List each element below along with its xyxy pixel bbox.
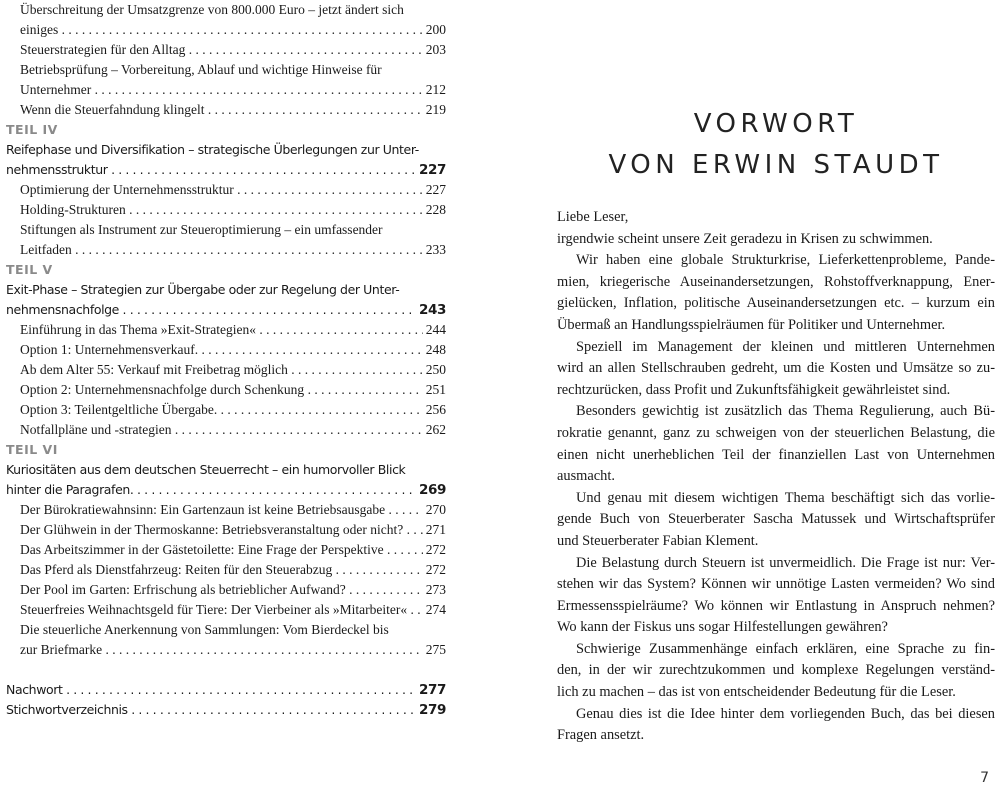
toc-page-number: 227	[416, 160, 446, 180]
toc-entry-title: Betriebsprüfung – Vorbereitung, Ablauf und wichtige Hinweise für	[20, 62, 382, 77]
toc-entry	[6, 0, 446, 20]
toc-entry-title: Kuriositäten aus dem deutschen Steuerrecht – ein humorvoller Blick	[6, 462, 406, 477]
toc-page-number: 275	[423, 640, 446, 660]
toc-page-number: 248	[423, 340, 446, 360]
toc-entry-title: Das Pferd als Dienstfahrzeug: Reiten für den Steuerabzug	[20, 562, 333, 577]
toc-entry-title: Option 3: Teilentgeltliche Übergabe.	[20, 402, 218, 417]
toc-page-number: 269	[416, 480, 446, 500]
foreword-line: Wo kann der Fiskus uns sogar Hilfestellungen gewähren?	[557, 619, 888, 636]
toc-page-number: 233	[423, 240, 446, 260]
toc-page-number: 272	[423, 540, 446, 560]
toc-entry	[6, 680, 446, 700]
toc-part-heading	[6, 120, 446, 140]
toc-entry-title: TEIL IV	[6, 122, 58, 137]
toc-entry	[6, 180, 446, 200]
toc-entry	[6, 700, 446, 720]
toc-page-number: 228	[423, 200, 446, 220]
toc-entry-title: Holding-Strukturen	[20, 202, 126, 217]
foreword-line: den, in der wir zurechtzukommen und komplexe Regelungen verständ-	[557, 662, 995, 679]
table-of-contents	[6, 0, 446, 720]
foreword-line: und Steuerberater Fabian Klement.	[557, 532, 759, 549]
toc-entry-title: Reifephase und Diversifikation – strategische Überlegungen zur Unter-	[6, 142, 419, 157]
toc-entry-title: zur Briefmarke	[20, 642, 103, 657]
toc-entry	[6, 540, 446, 560]
toc-entry-title: Wenn die Steuerfahndung klingelt	[20, 102, 205, 117]
foreword-title: VORWORT	[693, 109, 859, 140]
toc-entry-title: Der Glühwein in der Thermoskanne: Betriebsveranstaltung oder nicht?	[20, 522, 404, 537]
toc-entry-title: Steuerstrategien für den Alltag	[20, 42, 186, 57]
toc-page-number: 251	[423, 380, 446, 400]
toc-entry	[6, 380, 446, 400]
foreword-line: irgendwie scheint unsere Zeit geradezu in Krisen zu schwimmen.	[557, 230, 933, 247]
toc-entry-title: Optimierung der Unternehmensstruktur	[20, 182, 234, 197]
toc-entry-title: Der Pool im Garten: Erfrischung als betrieblicher Aufwand?	[20, 582, 346, 597]
foreword-line: Besonders gewichtig ist zusätzlich das Thema Regulierung, auch Bü-	[576, 403, 995, 420]
foreword-line: Speziell im Management der kleinen und mittleren Unternehmen	[576, 338, 995, 355]
toc-entry	[6, 20, 446, 40]
toc-entry	[6, 140, 446, 160]
foreword-line: mien, kriegerische Auseinandersetzungen, Rohstoffverknappung, Ener-	[557, 273, 995, 290]
toc-entry	[6, 640, 446, 660]
toc-page-number: 271	[423, 520, 446, 540]
toc-entry-title: Stiftungen als Instrument zur Steueroptimierung – ein umfassender	[20, 222, 383, 237]
foreword-page	[557, 0, 995, 800]
toc-entry-title: Stichwortverzeichnis	[6, 702, 128, 717]
toc-spacer	[6, 660, 446, 680]
toc-page-number: 203	[423, 40, 446, 60]
toc-page-number: 279	[416, 700, 446, 720]
toc-page-number: 256	[423, 400, 446, 420]
foreword-line: stehen wir das System? Können wir unnötige Lasten vermeiden? Wo sind	[557, 576, 995, 593]
toc-entry-title: Nachwort	[6, 682, 63, 697]
foreword-line: einen nicht unerheblichen Teil der finanziellen Last von Unternehmen	[557, 446, 995, 463]
toc-page-number: 270	[423, 500, 446, 520]
toc-part-heading	[6, 260, 446, 280]
toc-entry-title: nehmensnachfolge	[6, 302, 119, 317]
foreword-line: lich zu machen – das ist von entscheidender Bedeutung für die Leser.	[557, 684, 956, 701]
toc-page-number: 262	[423, 420, 446, 440]
foreword-line: wird an allen Stellschrauben gedreht, um die Kosten und Umsätze so zu-	[557, 360, 995, 377]
toc-entry	[6, 300, 446, 320]
toc-entry	[6, 340, 446, 360]
toc-entry	[6, 580, 446, 600]
foreword-line: ausmacht.	[557, 468, 615, 485]
toc-entry-title: Ab dem Alter 55: Verkauf mit Freibetrag möglich	[20, 362, 288, 377]
toc-entry-title: Steuerfreies Weihnachtsgeld für Tiere: Der Vierbeiner als »Mitarbeiter«	[20, 602, 408, 617]
toc-entry	[6, 80, 446, 100]
toc-entry	[6, 500, 446, 520]
toc-page-number: 277	[416, 680, 446, 700]
toc-entry-title: Option 1: Unternehmensverkauf.	[20, 342, 199, 357]
toc-entry	[6, 40, 446, 60]
toc-entry-title: Unternehmer	[20, 82, 92, 97]
toc-entry	[6, 360, 446, 380]
toc-entry	[6, 420, 446, 440]
toc-entry-title: einiges	[20, 22, 59, 37]
toc-entry-title: Notfallpläne und -strategien	[20, 422, 172, 437]
toc-page-number: 243	[416, 300, 446, 320]
toc-entry-title: Einführung in das Thema »Exit-Strategien«	[20, 322, 256, 337]
toc-entry	[6, 560, 446, 580]
toc-entry-title: Die steuerliche Anerkennung von Sammlungen: Vom Bierdeckel bis	[20, 622, 389, 637]
toc-entry-title: TEIL V	[6, 262, 53, 277]
toc-entry	[6, 320, 446, 340]
toc-entry	[6, 160, 446, 180]
toc-entry	[6, 220, 446, 240]
toc-entry-title: Der Bürokratiewahnsinn: Ein Gartenzaun ist keine Betriebsausgabe	[20, 502, 386, 517]
toc-entry-title: Exit-Phase – Strategien zur Übergabe oder zur Regelung der Unter-	[6, 282, 400, 297]
toc-entry	[6, 100, 446, 120]
toc-entry-title: Überschreitung der Umsatzgrenze von 800.000 Euro – jetzt ändert sich	[20, 2, 404, 17]
toc-entry-title: hinter die Paragrafen.	[6, 482, 134, 497]
toc-entry	[6, 620, 446, 640]
foreword-line: Wir haben eine globale Strukturkrise, Lieferkettenprobleme, Pande-	[576, 252, 995, 269]
foreword-line: Schwierige Zusammenhänge einfach erklären, eine Sprache zu fin-	[576, 640, 995, 657]
foreword-body	[557, 207, 995, 747]
toc-page-number: 212	[423, 80, 446, 100]
foreword-line: gielücken, Inflation, politische Auseinandersetzungen etc. – kurzum ein	[557, 295, 995, 312]
page-number: 7	[980, 770, 989, 786]
foreword-line: Übermaß an Handlungsspielräumen für Politiker und Unternehmer.	[557, 316, 946, 333]
foreword-line: rokratie genannt, ganz zu schweigen von der steuerlichen Belastung, die	[557, 424, 995, 441]
foreword-line: Und genau mit diesem wichtigen Thema beschäftigt sich das vorlie-	[576, 489, 995, 506]
foreword-line: gende Buch von Steuerberater Sascha Matussek und Wirtschaftsprüfer	[557, 511, 995, 528]
toc-page-number: 273	[423, 580, 446, 600]
toc-entry-title: Das Arbeitszimmer in der Gästetoilette: Eine Frage der Perspektive	[20, 542, 384, 557]
toc-page-number: 274	[423, 600, 446, 620]
toc-entry-title: Leitfaden	[20, 242, 72, 257]
foreword-line: Liebe Leser,	[557, 209, 629, 225]
toc-page-number: 272	[423, 560, 446, 580]
toc-entry	[6, 240, 446, 260]
toc-entry	[6, 480, 446, 500]
toc-entry	[6, 280, 446, 300]
toc-page-number: 244	[423, 320, 446, 340]
foreword-line: Die Belastung durch Steuern ist unvermeidlich. Die Frage ist nur: Ver-	[576, 554, 995, 571]
foreword-line: rechtzurücken, dass Profit und Zukunftsfähigkeit gewährleistet sind.	[557, 381, 951, 398]
foreword-line: Ermessensspielräume? Wo können wir Entlastung in Anspruch nehmen?	[557, 597, 995, 614]
toc-entry	[6, 520, 446, 540]
toc-entry-title: nehmensstruktur	[6, 162, 108, 177]
toc-entry-title: TEIL VI	[6, 442, 58, 457]
toc-page-number: 200	[423, 20, 446, 40]
toc-page-number: 219	[423, 100, 446, 120]
toc-entry	[6, 200, 446, 220]
toc-part-heading	[6, 440, 446, 460]
foreword-author: VON ERWIN STAUDT	[608, 149, 944, 180]
toc-page-number: 227	[423, 180, 446, 200]
toc-entry	[6, 600, 446, 620]
toc-entry	[6, 60, 446, 80]
foreword-line: Genau dies ist die Idee hinter dem vorliegenden Buch, das bei diesen	[576, 705, 995, 722]
toc-page-number: 250	[423, 360, 446, 380]
toc-entry	[6, 460, 446, 480]
foreword-line: Fragen ansetzt.	[557, 727, 645, 744]
toc-entry-title: Option 2: Unternehmensnachfolge durch Schenkung	[20, 382, 305, 397]
toc-entry	[6, 400, 446, 420]
